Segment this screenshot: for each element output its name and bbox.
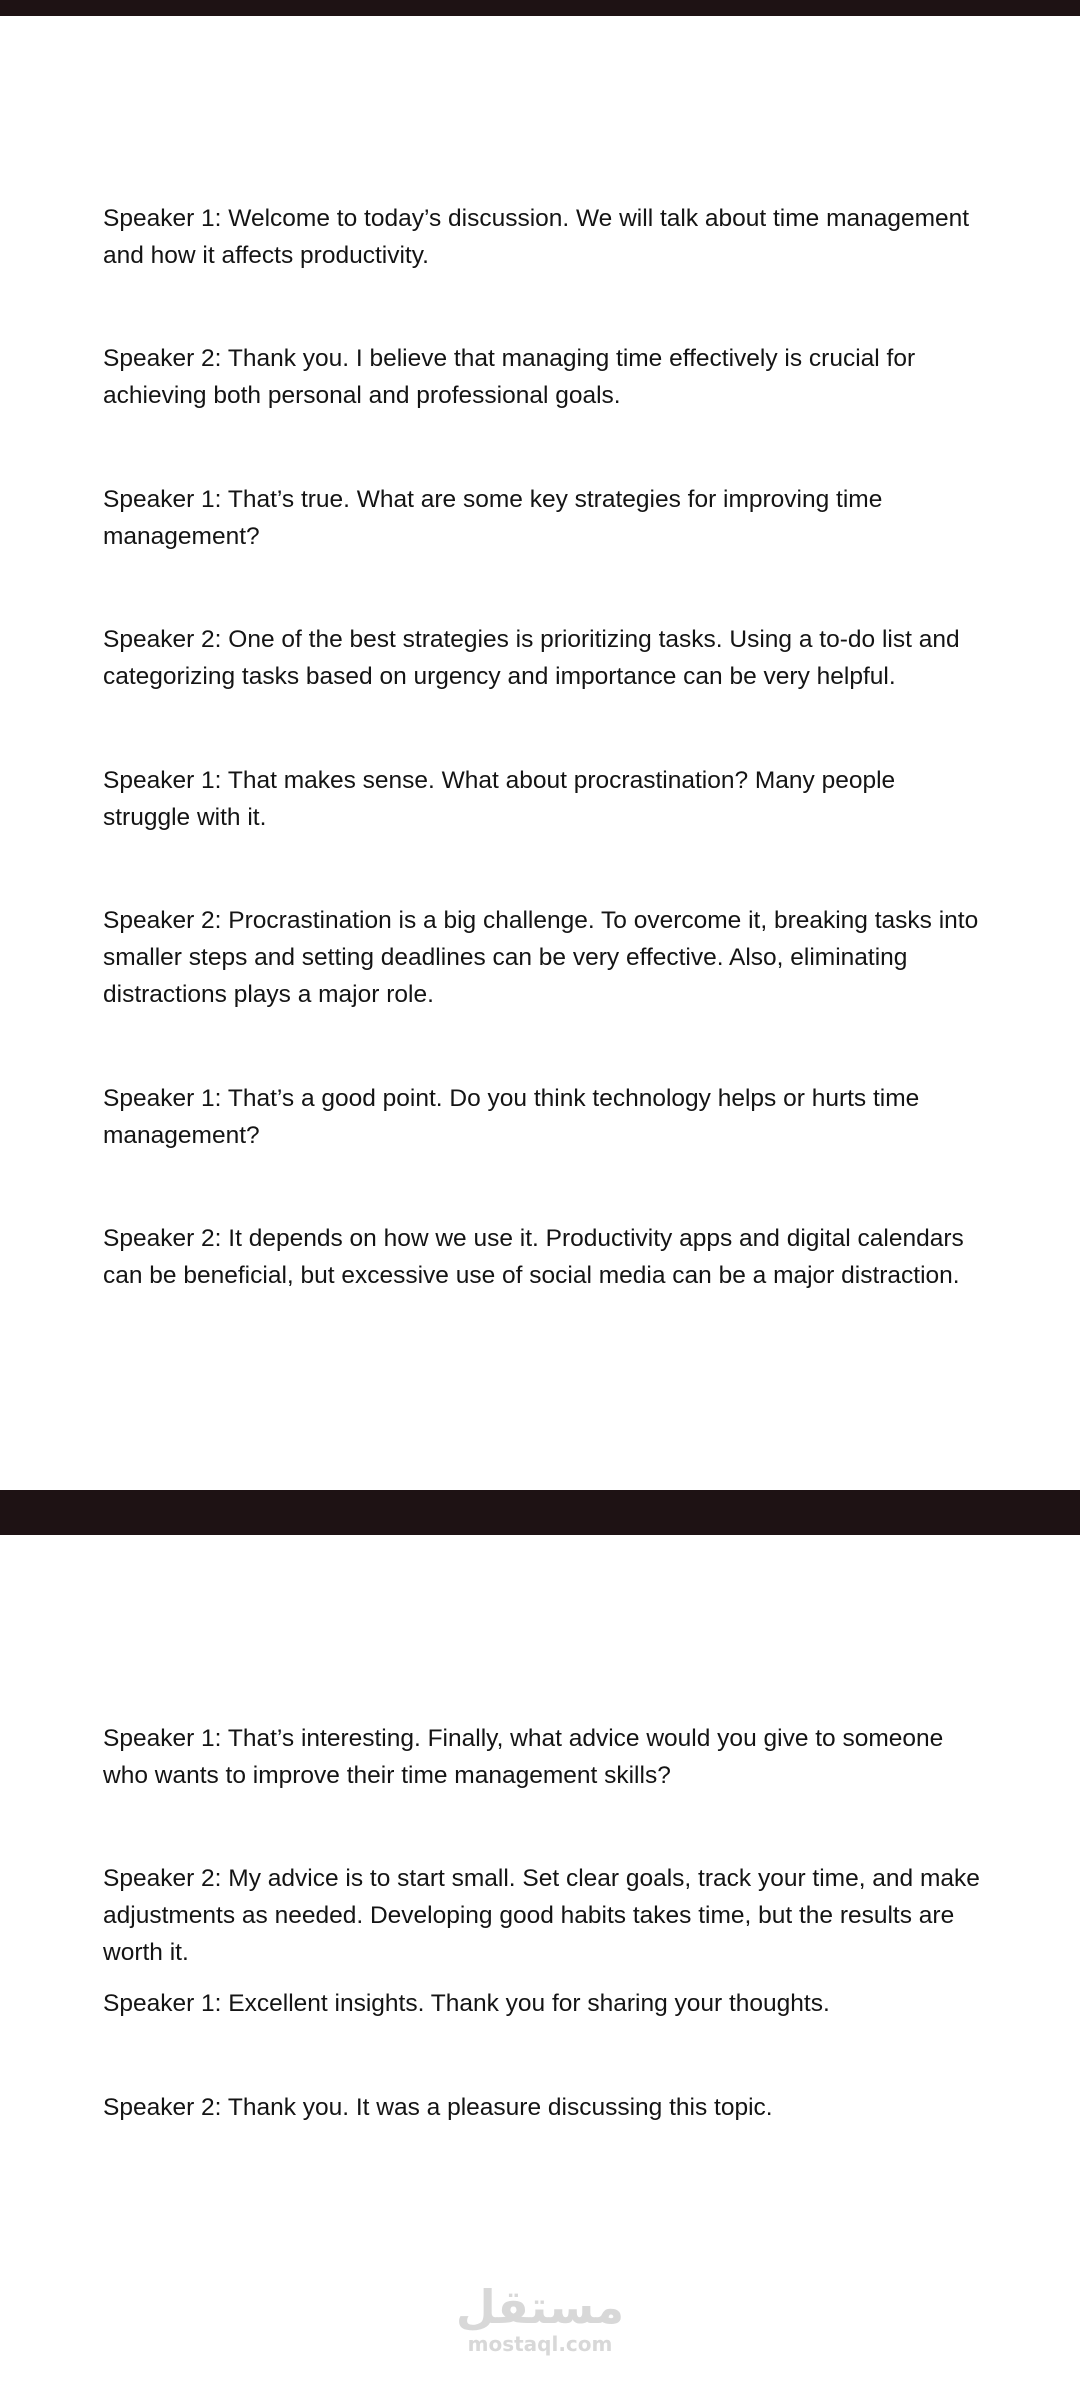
dialogue-line: Speaker 1: Welcome to today’s discussion. We will talk about time management and how it affects productivity. bbox=[103, 205, 970, 269]
page-divider-bar bbox=[0, 1490, 1080, 1535]
dialogue-line: Speaker 2: My advice is to start small. Set clear goals, track your time, and make adjustments as needed. Developing good habits takes time, but the results are worth it. bbox=[103, 1865, 980, 1966]
dialogue-line: Speaker 1: That’s a good point. Do you think technology helps or hurts time management? bbox=[103, 1085, 920, 1149]
watermark-arabic-text: مستقل bbox=[455, 2280, 625, 2334]
top-divider-bar bbox=[0, 0, 1080, 16]
dialogue-line: Speaker 2: It depends on how we use it. Productivity apps and digital calendars can be beneficial, but excessive use of social media can be a major distraction. bbox=[103, 1225, 964, 1289]
dialogue-line: Speaker 1: That’s interesting. Finally, what advice would you give to someone who wants to improve their time management skills? bbox=[103, 1725, 944, 1789]
watermark-latin-text: mostaql.com bbox=[467, 2332, 613, 2356]
dialogue-line: Speaker 2: Procrastination is a big challenge. To overcome it, breaking tasks into smaller steps and setting deadlines can be very effective. Also, eliminating distractions plays a major role. bbox=[103, 907, 979, 1008]
mostaql-watermark-logo bbox=[0, 2280, 1080, 2356]
dialogue-line: Speaker 2: Thank you. It was a pleasure discussing this topic. bbox=[103, 2094, 773, 2121]
dialogue-line: Speaker 2: One of the best strategies is prioritizing tasks. Using a to-do list and categorizing tasks based on urgency and importance can be very helpful. bbox=[103, 626, 960, 690]
dialogue-line: Speaker 1: That makes sense. What about procrastination? Many people struggle with it. bbox=[103, 767, 896, 831]
dialogue-line: Speaker 1: Excellent insights. Thank you for sharing your thoughts. bbox=[103, 1990, 830, 2017]
dialogue-line: Speaker 1: That’s true. What are some key strategies for improving time management? bbox=[103, 486, 883, 550]
dialogue-line: Speaker 2: Thank you. I believe that managing time effectively is crucial for achieving both personal and professional goals. bbox=[103, 345, 916, 409]
